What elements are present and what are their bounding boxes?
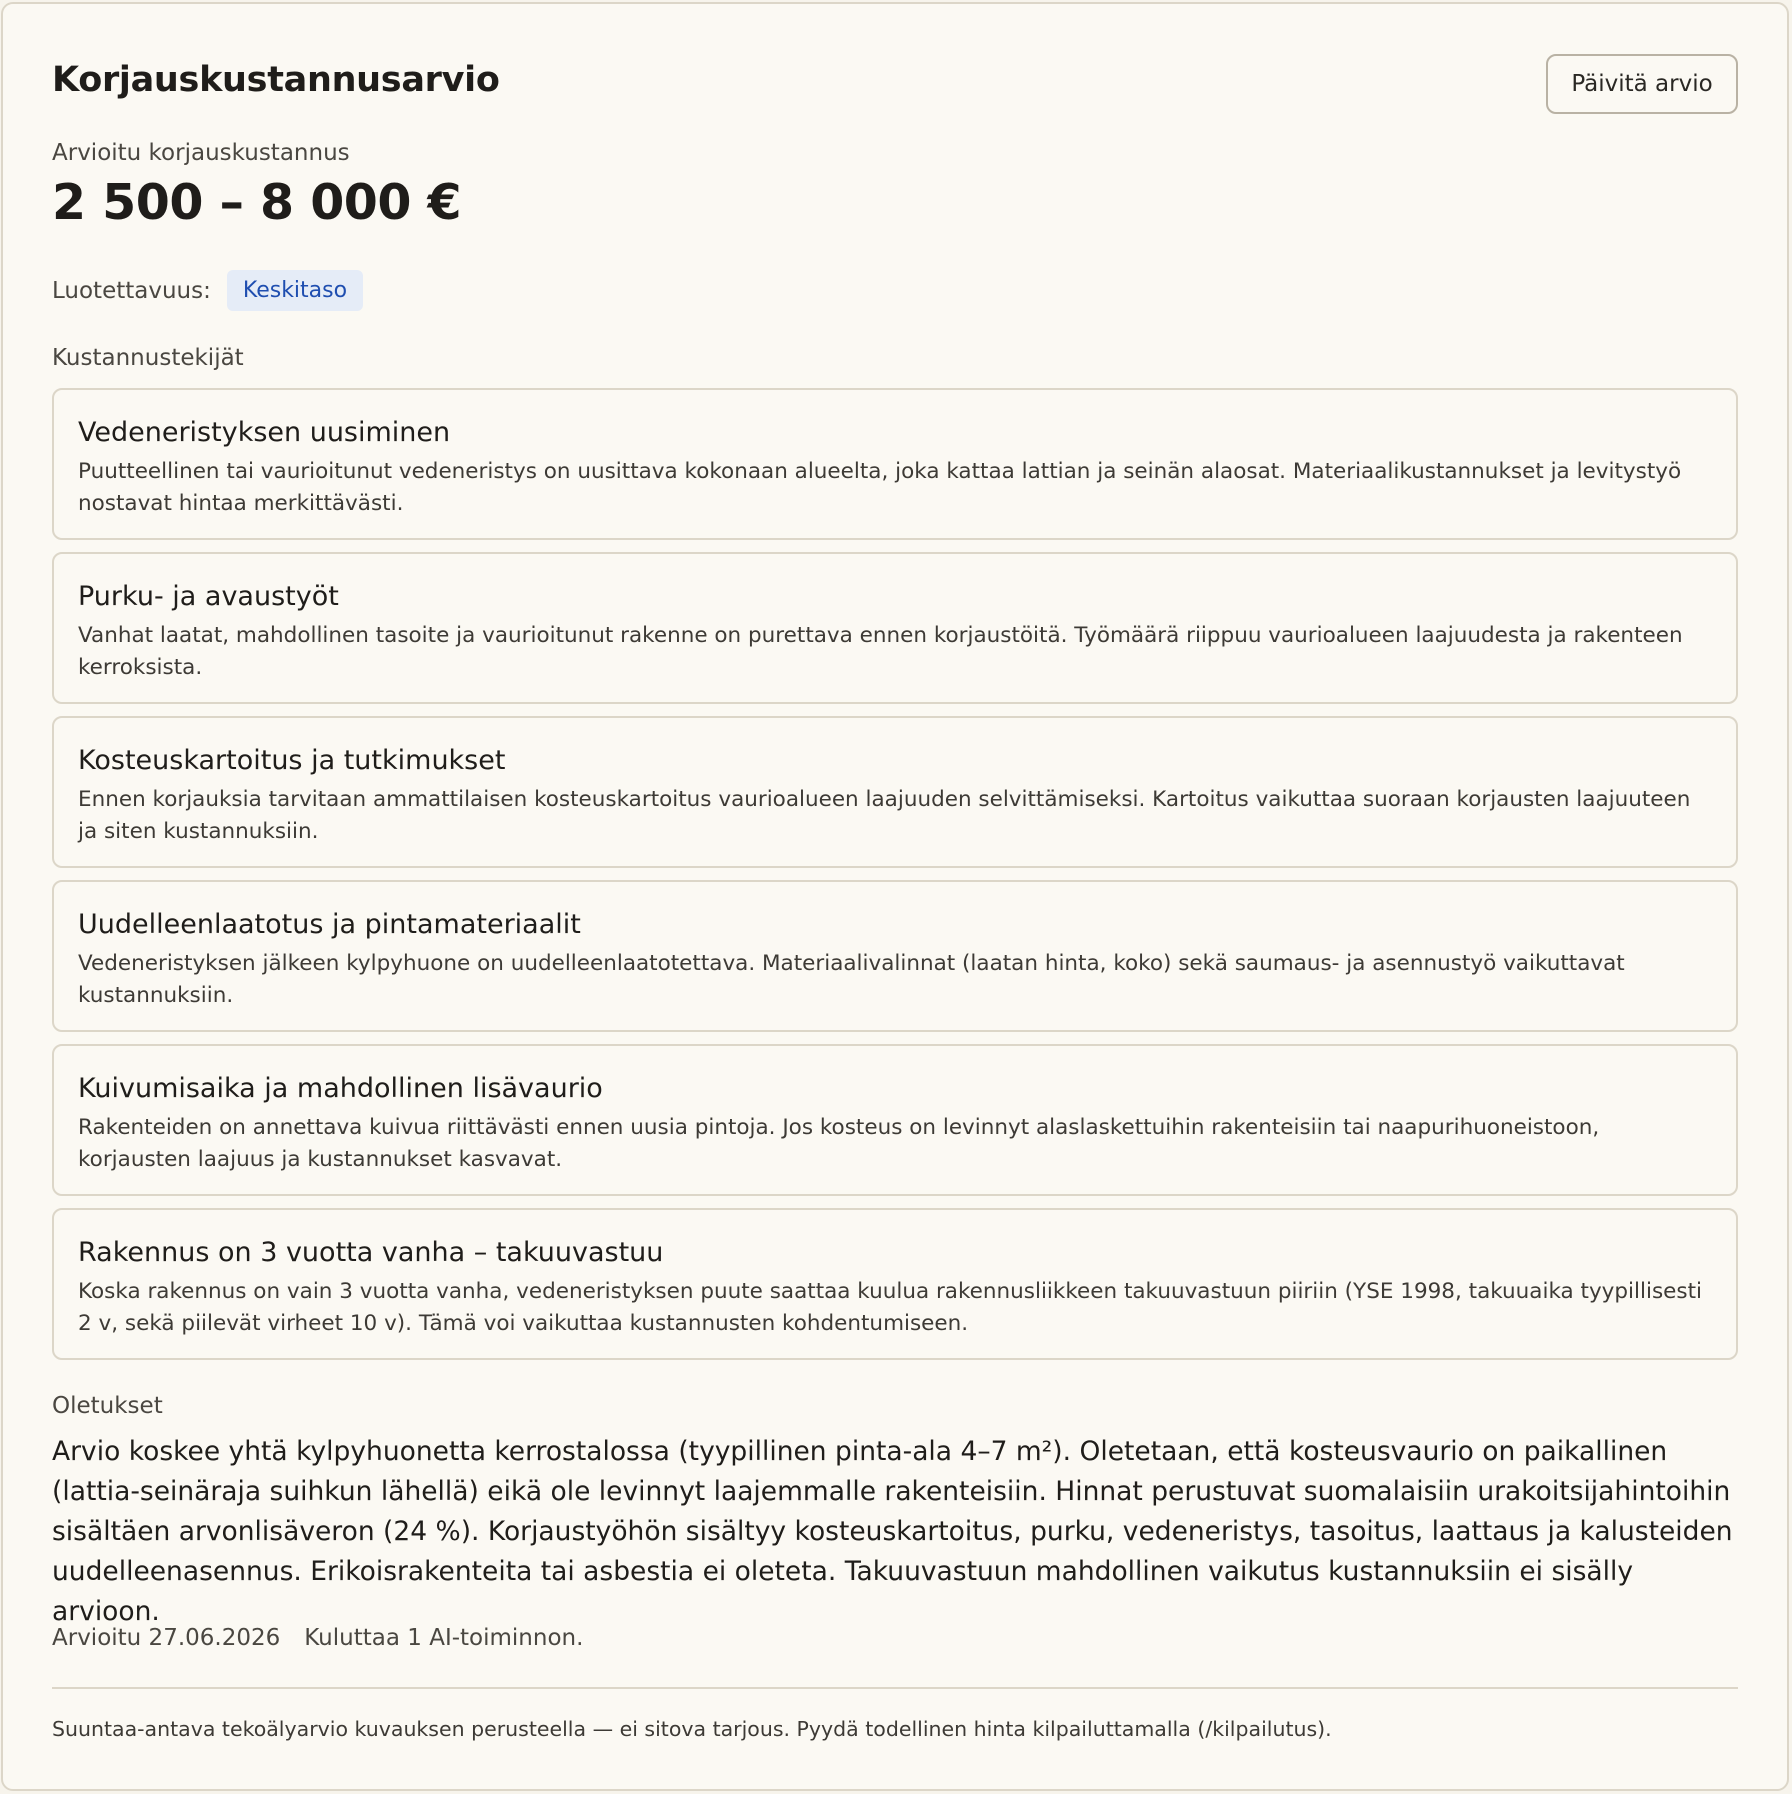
- reliability-badge: Keskitaso: [227, 270, 363, 311]
- factor-card: [52, 1044, 1738, 1196]
- ai-credit-cost: Kuluttaa 1 AI-toiminnon.: [304, 1625, 584, 1651]
- factor-card: [52, 880, 1738, 1032]
- factor-description: Vedeneristyksen jälkeen kylpyhuone on uudelleenlaatotettava. Materiaalivalinnat (laatan hinta, koko) sekä saumaus- ja asennustyö vaikuttavat kustannuksiin.: [78, 951, 1625, 1008]
- factor-card: [52, 388, 1738, 540]
- reliability-label: Luotettavuus:: [52, 277, 211, 304]
- factor-card: [52, 1208, 1738, 1360]
- factor-title: Kuivumisaika ja mahdollinen lisävaurio: [78, 1073, 603, 1104]
- reliability-row: [52, 270, 363, 311]
- factors-heading: Kustannustekijät: [52, 345, 244, 371]
- factor-card: [52, 716, 1738, 868]
- estimate-label: Arvioitu korjauskustannus: [52, 140, 350, 166]
- factor-description: Vanhat laatat, mahdollinen tasoite ja vaurioitunut rakenne on purettava ennen korjaustöitä. Työmäärä riippuu vaurioalueen laajuudesta ja rakenteen kerroksista.: [78, 623, 1683, 680]
- factor-title: Vedeneristyksen uusiminen: [78, 417, 451, 448]
- factor-description: Puutteellinen tai vaurioitunut vedeneristys on uusittava kokonaan alueelta, joka kattaa lattian ja seinän alaosat. Materiaalikustannukset ja levitystyö nostavat hintaa merkittävästi.: [78, 459, 1682, 516]
- assumptions-heading: Oletukset: [52, 1393, 163, 1419]
- divider: [52, 1687, 1738, 1689]
- factor-description: Rakenteiden on annettava kuivua riittävästi ennen uusia pintoja. Jos kosteus on levinnyt alaslaskettuihin rakenteisiin tai naapurihuoneistoon, korjausten laajuus ja kustannukset kasvavat.: [78, 1115, 1600, 1172]
- disclaimer-text: Suuntaa-antava tekoälyarvio kuvauksen perusteella — ei sitova tarjous. Pyydä todellinen hinta kilpailuttamalla (/kilpailutus).: [52, 1717, 1332, 1741]
- factor-card: [52, 552, 1738, 704]
- factor-title: Purku- ja avaustyöt: [78, 581, 339, 612]
- factor-title: Kosteuskartoitus ja tutkimukset: [78, 745, 506, 776]
- factors-list: [52, 388, 1738, 1372]
- factor-title: Uudelleenlaatotus ja pintamateriaalit: [78, 909, 581, 940]
- factor-title: Rakennus on 3 vuotta vanha – takuuvastuu: [78, 1237, 664, 1268]
- update-estimate-button[interactable]: Päivitä arvio: [1546, 54, 1738, 114]
- factor-description: Ennen korjauksia tarvitaan ammattilaisen kosteuskartoitus vaurioalueen laajuuden selvittämiseksi. Kartoitus vaikuttaa suoraan korjausten laajuuteen ja siten kustannuksiin.: [78, 787, 1691, 844]
- factor-description: Koska rakennus on vain 3 vuotta vanha, vedeneristyksen puute saattaa kuulua rakennusliikkeen takuuvastuun piiriin (YSE 1998, takuuaika tyypillisesti 2 v, sekä piilevät virheet 10 v). Tämä voi vaikuttaa kustannusten kohdentumiseen.: [78, 1279, 1702, 1336]
- estimate-card: [1, 2, 1789, 1791]
- estimate-value: 2 500 – 8 000 €: [52, 174, 462, 231]
- assumptions-text: Arvio koskee yhtä kylpyhuonetta kerrostalossa (tyypillinen pinta-ala 4–7 m²). Oletetaan, että kosteusvaurio on paikallinen (lattia-seinäraja suihkun lähellä) eikä ole levinnyt laajemmalle rakenteisiin. Hinnat perustuvat suomalaisiin urakoitsijahintoihin sisältäen arvonlisäveron (24 %). Korjaustyöhön sisältyy kosteuskartoitus, purku, vedeneristys, tasoitus, laattaus ja kalusteiden uudelleenasennus. Erikoisrakenteita tai asbestia ei oleteta. Takuuvastuun mahdollinen vaikutus kustannuksiin ei sisälly arvioon.: [52, 1436, 1733, 1627]
- estimate-meta: [52, 1625, 583, 1651]
- page-title: Korjauskustannusarvio: [52, 60, 500, 100]
- estimate-date: Arvioitu 27.06.2026: [52, 1625, 281, 1651]
